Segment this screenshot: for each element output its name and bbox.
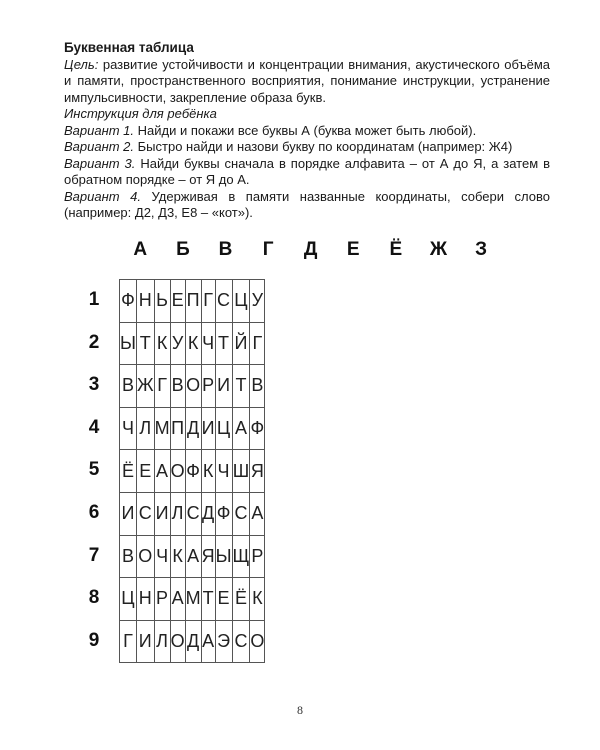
letter-cell: Э [215, 620, 232, 663]
letter-cell: Ф [215, 492, 232, 535]
table-row [120, 322, 265, 365]
letter-cell: Ф [185, 450, 201, 493]
letter-cell: Ё [232, 578, 250, 621]
letter-cell: Ф [250, 407, 265, 450]
letter-cell: Р [250, 535, 265, 578]
variant-text: Найди и покажи все буквы А (буква может быть любой). [134, 122, 477, 138]
letter-cell: Ц [232, 280, 250, 323]
goal-text: развитие устойчивости и концентрации внимания, акустического объёма и памяти, пространственного восприятия, понимание инструкции, устранение импульсивности, закрепление образа букв. [64, 56, 550, 105]
column-header: А [133, 239, 148, 260]
table-row [120, 280, 265, 323]
letter-cell: С [136, 492, 154, 535]
variant-2 [64, 139, 550, 156]
row-header: 2 [88, 331, 100, 353]
table-row [120, 365, 265, 408]
letter-cell: Ы [120, 322, 137, 365]
letter-cell: И [120, 492, 137, 535]
row-header: 6 [88, 501, 100, 523]
letter-cell: К [201, 450, 215, 493]
letter-cell: К [154, 322, 170, 365]
instruction-heading: Инструкция для ребёнка [64, 106, 217, 121]
row-headers [75, 279, 113, 662]
variant-label: Вариант 1. [64, 122, 135, 138]
row-header: 4 [88, 416, 100, 438]
row-header: 9 [88, 629, 100, 651]
row-header: 7 [88, 544, 100, 566]
letter-cell: Я [250, 450, 265, 493]
column-headers [119, 230, 502, 270]
variant-label: Вариант 4. [64, 188, 141, 204]
table-row [120, 578, 265, 621]
column-header: Е [346, 239, 360, 260]
letter-cell: Е [215, 578, 232, 621]
letter-cell: Д [201, 492, 215, 535]
row-header: 1 [88, 289, 100, 310]
column-header: В [218, 239, 233, 260]
row-header: 5 [88, 459, 100, 481]
letter-cell: Д [185, 407, 201, 450]
row-header: 8 [88, 587, 100, 609]
letter-cell: Л [136, 407, 154, 450]
letter-cell: Р [201, 365, 215, 408]
letter-cell: Ч [120, 407, 137, 450]
goal-label: Цель: [64, 56, 99, 72]
letter-cell: Ч [215, 450, 232, 493]
letter-cell: О [136, 535, 154, 578]
letter-cell: О [250, 620, 265, 663]
letter-cell: Ч [201, 322, 215, 365]
letter-cell: И [215, 365, 232, 408]
column-header: Ж [429, 239, 448, 260]
letter-cell: П [170, 407, 185, 450]
letter-cell: Ф [120, 280, 137, 323]
letter-cell: О [170, 620, 185, 663]
letter-cell: Ц [120, 578, 137, 621]
table-row [120, 535, 265, 578]
letter-cell: Н [136, 578, 154, 621]
letter-cell: Ы [215, 535, 232, 578]
letter-cell: К [250, 578, 265, 621]
letter-cell: С [185, 492, 201, 535]
letter-cell: В [120, 365, 137, 408]
letter-cell: Ш [232, 450, 250, 493]
letter-cell: В [170, 365, 185, 408]
letter-cell: А [185, 535, 201, 578]
row-header: 3 [88, 374, 100, 396]
letter-cell: Г [250, 322, 265, 365]
column-header: Ё [389, 239, 403, 260]
letter-cell: Ё [120, 450, 137, 493]
variant-1 [64, 123, 550, 140]
letter-cell: А [232, 407, 250, 450]
letter-cell: С [232, 492, 250, 535]
letter-cell: И [154, 492, 170, 535]
letter-cell: Н [136, 280, 154, 323]
table-row [120, 450, 265, 493]
letter-cell: Т [232, 365, 250, 408]
letter-cell: О [170, 450, 185, 493]
letter-cell: У [170, 322, 185, 365]
letter-cell: У [250, 280, 265, 323]
letter-cell: Т [215, 322, 232, 365]
column-header: Д [303, 239, 318, 260]
page-number: 8 [297, 703, 303, 717]
letter-cell: А [201, 620, 215, 663]
letter-cell: Щ [232, 535, 250, 578]
variant-4 [64, 189, 550, 222]
letter-cell: Т [136, 322, 154, 365]
letter-cell: Ч [154, 535, 170, 578]
letter-cell: Ц [215, 407, 232, 450]
letter-cell: Д [185, 620, 201, 663]
column-header: Б [176, 239, 190, 260]
letter-cell: Ж [136, 365, 154, 408]
letter-cell: Е [136, 450, 154, 493]
letter-table [119, 279, 265, 663]
table-row [120, 620, 265, 663]
letter-cell: В [120, 535, 137, 578]
table-row [120, 492, 265, 535]
letter-cell: Л [170, 492, 185, 535]
letter-cell: Т [201, 578, 215, 621]
table-row [120, 407, 265, 450]
variant-text: Быстро найди и назови букву по координатам (например: Ж4) [134, 139, 513, 154]
letter-cell: И [201, 407, 215, 450]
letter-cell: Л [154, 620, 170, 663]
section-title: Буквенная таблица [64, 40, 194, 55]
letter-cell: Й [232, 322, 250, 365]
letter-cell: М [185, 578, 201, 621]
letter-cell: С [232, 620, 250, 663]
letter-cell: Е [170, 280, 185, 323]
letter-cell: С [215, 280, 232, 323]
letter-cell: Р [154, 578, 170, 621]
letter-cell: П [185, 280, 201, 323]
letter-cell: И [136, 620, 154, 663]
letter-cell: К [185, 322, 201, 365]
variant-label: Вариант 2. [64, 139, 135, 154]
letter-cell: А [154, 450, 170, 493]
letter-cell: М [154, 407, 170, 450]
variant-text: Найди буквы сначала в порядке алфавита – от А до Я, а затем в обратном порядке – от Я до А. [64, 155, 551, 187]
letter-cell: В [250, 365, 265, 408]
goal-paragraph [64, 57, 550, 107]
letter-cell: О [185, 365, 201, 408]
letter-cell: Г [201, 280, 215, 323]
letter-cell: Г [120, 620, 137, 663]
instruction-text-block [64, 40, 550, 222]
letter-cell: К [170, 535, 185, 578]
letter-cell: А [250, 492, 265, 535]
variant-label: Вариант 3. [64, 155, 136, 171]
letter-cell: А [170, 578, 185, 621]
letter-cell: Я [201, 535, 215, 578]
variant-3 [64, 156, 550, 189]
letter-cell: Ь [154, 280, 170, 323]
column-header: Г [262, 239, 274, 260]
column-header: З [475, 239, 487, 260]
letter-cell: Г [154, 365, 170, 408]
variant-text: Удерживая в памяти названные координаты, собери слово (например: Д2, Д3, Е8 – «кот»). [64, 188, 551, 220]
